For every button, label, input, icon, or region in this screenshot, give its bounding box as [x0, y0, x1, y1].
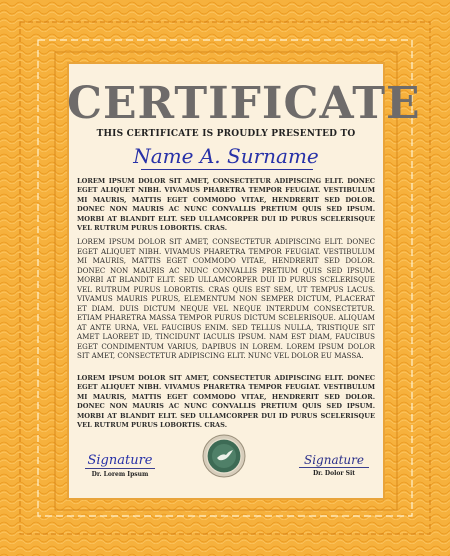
signature-right-line [299, 467, 369, 468]
signature-left-script: Signature [87, 453, 153, 468]
signature-left-name: Dr. Lorem Ipsum [91, 471, 149, 478]
signature-left-line [85, 468, 155, 469]
signature-block-right [289, 453, 379, 477]
certificate-paper [67, 62, 421, 500]
signature-block-left [75, 453, 165, 478]
body-paragraph-1: LOREM IPSUM DOLOR SIT AMET, CONSECTETUR ADIPISCING ELIT. DONEC EGET ALIQUET NIBH. VIVAMUS PHARETRA TEMPOR FEUGIAT. VESTIBULUM MI MAURIS, MATTIS EGET COMMODO VITAE, HENDRERIT SED DOLOR. DONEC NON MAURIS AC NUNC CONVALLIS PRETIUM QUIS SED IPSUM. MORBI AT BLANDIT ELIT. SED ULLAMCORPER DUI ID PURUS SCELERISQUE VEL RUTRUM PURUS LOBORTIS. CRAS. [77, 177, 375, 233]
dove-seal-icon [202, 434, 246, 478]
recipient-name: Name A. Surname [133, 144, 319, 168]
body-paragraph-2: LOREM IPSUM DOLOR SIT AMET, CONSECTETUR ADIPISCING ELIT. DONEC EGET ALIQUET NIBH. VIVAMUS PHARETRA TEMPOR FEUGIAT. VESTIBULUM MI MAURIS, MATTIS EGET COMMODO VITAE, HENDRERIT SED DOLOR. DONEC NON MAURIS AC NUNC CONVALLIS PRETIUM QUIS SED IPSUM. MORBI AT BLANDIT ELIT. SED ULLAMCORPER DUI ID PURUS SCELERISQUE VEL RUTRUM PURUS LOBORTIS. CRAS QUIS EST SEM, UT TEMPUS LACUS. VIVAMUS MAURIS PURUS, ELEMENTUM NON SEMPER DICTUM, PLACERAT ET DIAM. DUIS DICTUM NEQUE VEL NEQUE INTERDUM CONSECTETUR. ETIAM PHARETRA MASSA TEMPOR PURUS DICTUM SCELERISQUE. ALIQUAM AT ANTE URNA, VEL FAUCIBUS ENIM. SED TELLUS NULLA, TRISTIQUE SIT AMET LAOREET ID, TINCIDUNT IACULIS IPSUM. NAM EST DIAM, FAUCIBUS EGET CONDIMENTUM VARIUS, DAPIBUS IN LOREM. LOREM IPSUM DOLOR SIT AMET, CONSECTETUR ADIPISCING ELIT. NUNC VEL DOLOR EU MASSA. [77, 237, 375, 360]
signature-right-script: Signature [303, 453, 364, 467]
body-paragraph-3: LOREM IPSUM DOLOR SIT AMET, CONSECTETUR ADIPISCING ELIT. DONEC EGET ALIQUET NIBH. VIVAMUS PHARETRA TEMPOR FEUGIAT. VESTIBULUM MI MAURIS, MATTIS EGET COMMODO VITAE, HENDRERIT SED DOLOR. DONEC NON MAURIS AC NUNC CONVALLIS PRETIUM QUIS SED IPSUM. MORBI AT BLANDIT ELIT. SED ULLAMCORPER DUI ID PURUS SCELERISQUE VEL RUTRUM PURUS LOBORTIS. CRAS. [77, 374, 375, 430]
recipient-underline [141, 169, 313, 170]
signature-right-name: Dr. Dolor Sit [312, 470, 356, 477]
certificate-subtitle: THIS CERTIFICATE IS PROUDLY PRESENTED TO [96, 129, 356, 139]
certificate-title: CERTIFICATE [67, 78, 421, 129]
